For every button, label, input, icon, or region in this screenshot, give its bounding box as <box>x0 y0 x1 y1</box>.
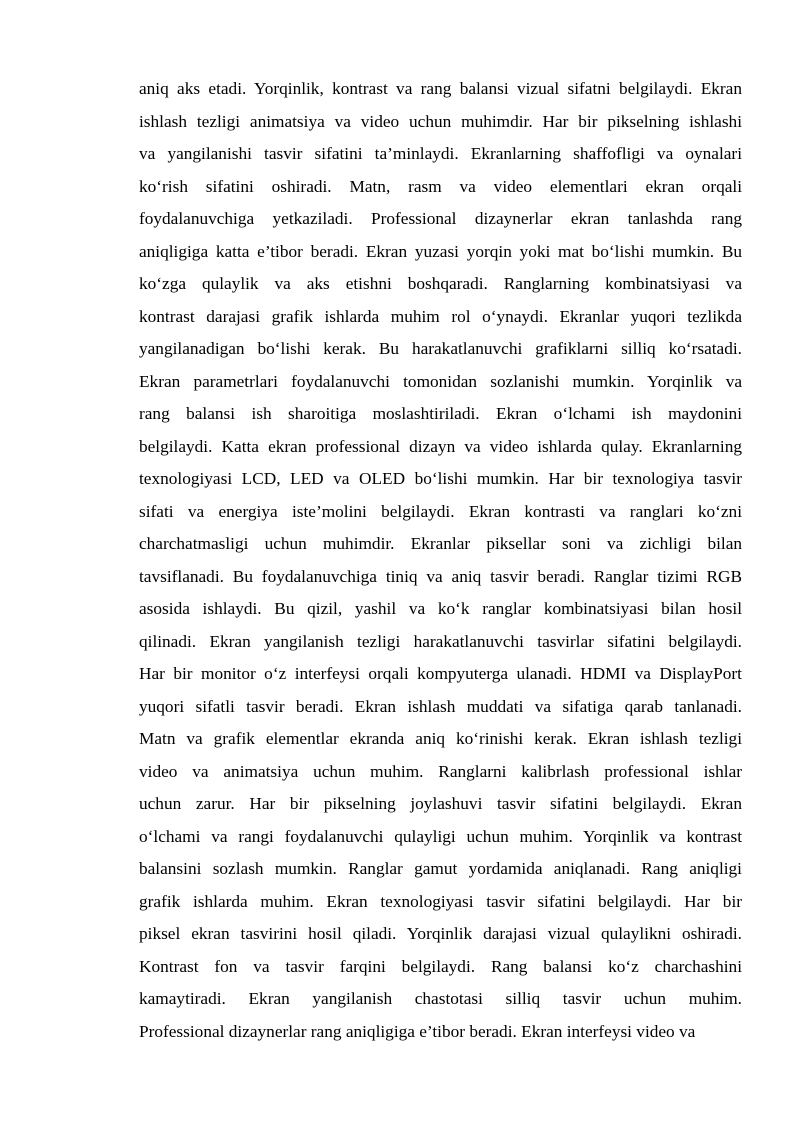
text-line: foydalanuvchiga yetkaziladi. Professional dizaynerlar ekran tanlashda rang <box>139 209 742 228</box>
text-line: sifati va energiya iste’molini belgilaydi. Ekran kontrasti va ranglari ko‘zni <box>139 501 742 521</box>
text-line: kontrast darajasi grafik ishlarda muhim rol o‘ynaydi. Ekranlar yuqori tezlikda <box>139 306 742 326</box>
body-paragraph <box>139 73 742 1048</box>
text-line: ko‘zga qulaylik va aks etishni boshqaradi. Ranglarning kombinatsiyasi va <box>139 274 742 293</box>
text-line: charchatmasligi uchun muhimdir. Ekranlar piksellar soni va zichligi bilan <box>139 534 742 553</box>
text-line: Kontrast fon va tasvir farqini belgilaydi. Rang balansi ko‘z charchashini <box>139 956 742 976</box>
text-line: va yangilanishi tasvir sifatini ta’minlaydi. Ekranlarning shaffofligi va oynalari <box>139 144 742 163</box>
text-line: kamaytiradi. Ekran yangilanish chastotasi silliq tasvir uchun muhim. <box>139 989 742 1008</box>
text-line: aniq aks etadi. Yorqinlik, kontrast va rang balansi vizual sifatni belgilaydi. Ekran <box>139 79 742 98</box>
text-line: grafik ishlarda muhim. Ekran texnologiyasi tasvir sifatini belgilaydi. Har bir <box>139 891 742 911</box>
text-line: rang balansi ish sharoitiga moslashtiriladi. Ekran o‘lchami ish maydonini <box>139 404 742 423</box>
text-line: texnologiyasi LCD, LED va OLED bo‘lishi mumkin. Har bir texnologiya tasvir <box>139 469 742 488</box>
text-line: ishlash tezligi animatsiya va video uchun muhimdir. Har bir pikselning ishlashi <box>139 111 742 131</box>
text-line: Matn va grafik elementlar ekranda aniq ko‘rinishi kerak. Ekran ishlash tezligi <box>139 729 742 748</box>
text-line: tavsiflanadi. Bu foydalanuvchiga tiniq va aniq tasvir beradi. Ranglar tizimi RGB <box>139 566 742 586</box>
text-line: yangilanadigan bo‘lishi kerak. Bu harakatlanuvchi grafiklarni silliq ko‘rsatadi. <box>139 339 742 358</box>
text-line: Har bir monitor o‘z interfeysi orqali kompyuterga ulanadi. HDMI va DisplayPort <box>139 664 742 683</box>
text-line: aniqligiga katta e’tibor beradi. Ekran yuzasi yorqin yoki mat bo‘lishi mumkin. Bu <box>139 241 742 261</box>
text-line: video va animatsiya uchun muhim. Ranglarni kalibrlash professional ishlar <box>139 761 742 781</box>
text-line: asosida ishlaydi. Bu qizil, yashil va ko‘k ranglar kombinatsiyasi bilan hosil <box>139 599 742 618</box>
text-line: yuqori sifatli tasvir beradi. Ekran ishlash muddati va sifatiga qarab tanlanadi. <box>139 696 742 716</box>
text-line: Ekran parametrlari foydalanuvchi tomonidan sozlanishi mumkin. Yorqinlik va <box>139 371 742 391</box>
text-line: ko‘rish sifatini oshiradi. Matn, rasm va video elementlari ekran orqali <box>139 176 742 196</box>
text-line: piksel ekran tasvirini hosil qiladi. Yorqinlik darajasi vizual qulaylikni oshiradi. <box>139 924 742 943</box>
text-line: balansini sozlash mumkin. Ranglar gamut yordamida aniqlanadi. Rang aniqligi <box>139 859 742 878</box>
text-line: qilinadi. Ekran yangilanish tezligi harakatlanuvchi tasvirlar sifatini belgilaydi. <box>139 631 742 651</box>
text-line: belgilaydi. Katta ekran professional dizayn va video ishlarda qulay. Ekranlarning <box>139 436 742 456</box>
text-line: o‘lchami va rangi foydalanuvchi qulayligi uchun muhim. Yorqinlik va kontrast <box>139 826 742 846</box>
text-line: uchun zarur. Har bir pikselning joylashuvi tasvir sifatini belgilaydi. Ekran <box>139 794 742 813</box>
text-line: Professional dizaynerlar rang aniqligiga e’tibor beradi. Ekran interfeysi video va <box>139 1021 696 1041</box>
